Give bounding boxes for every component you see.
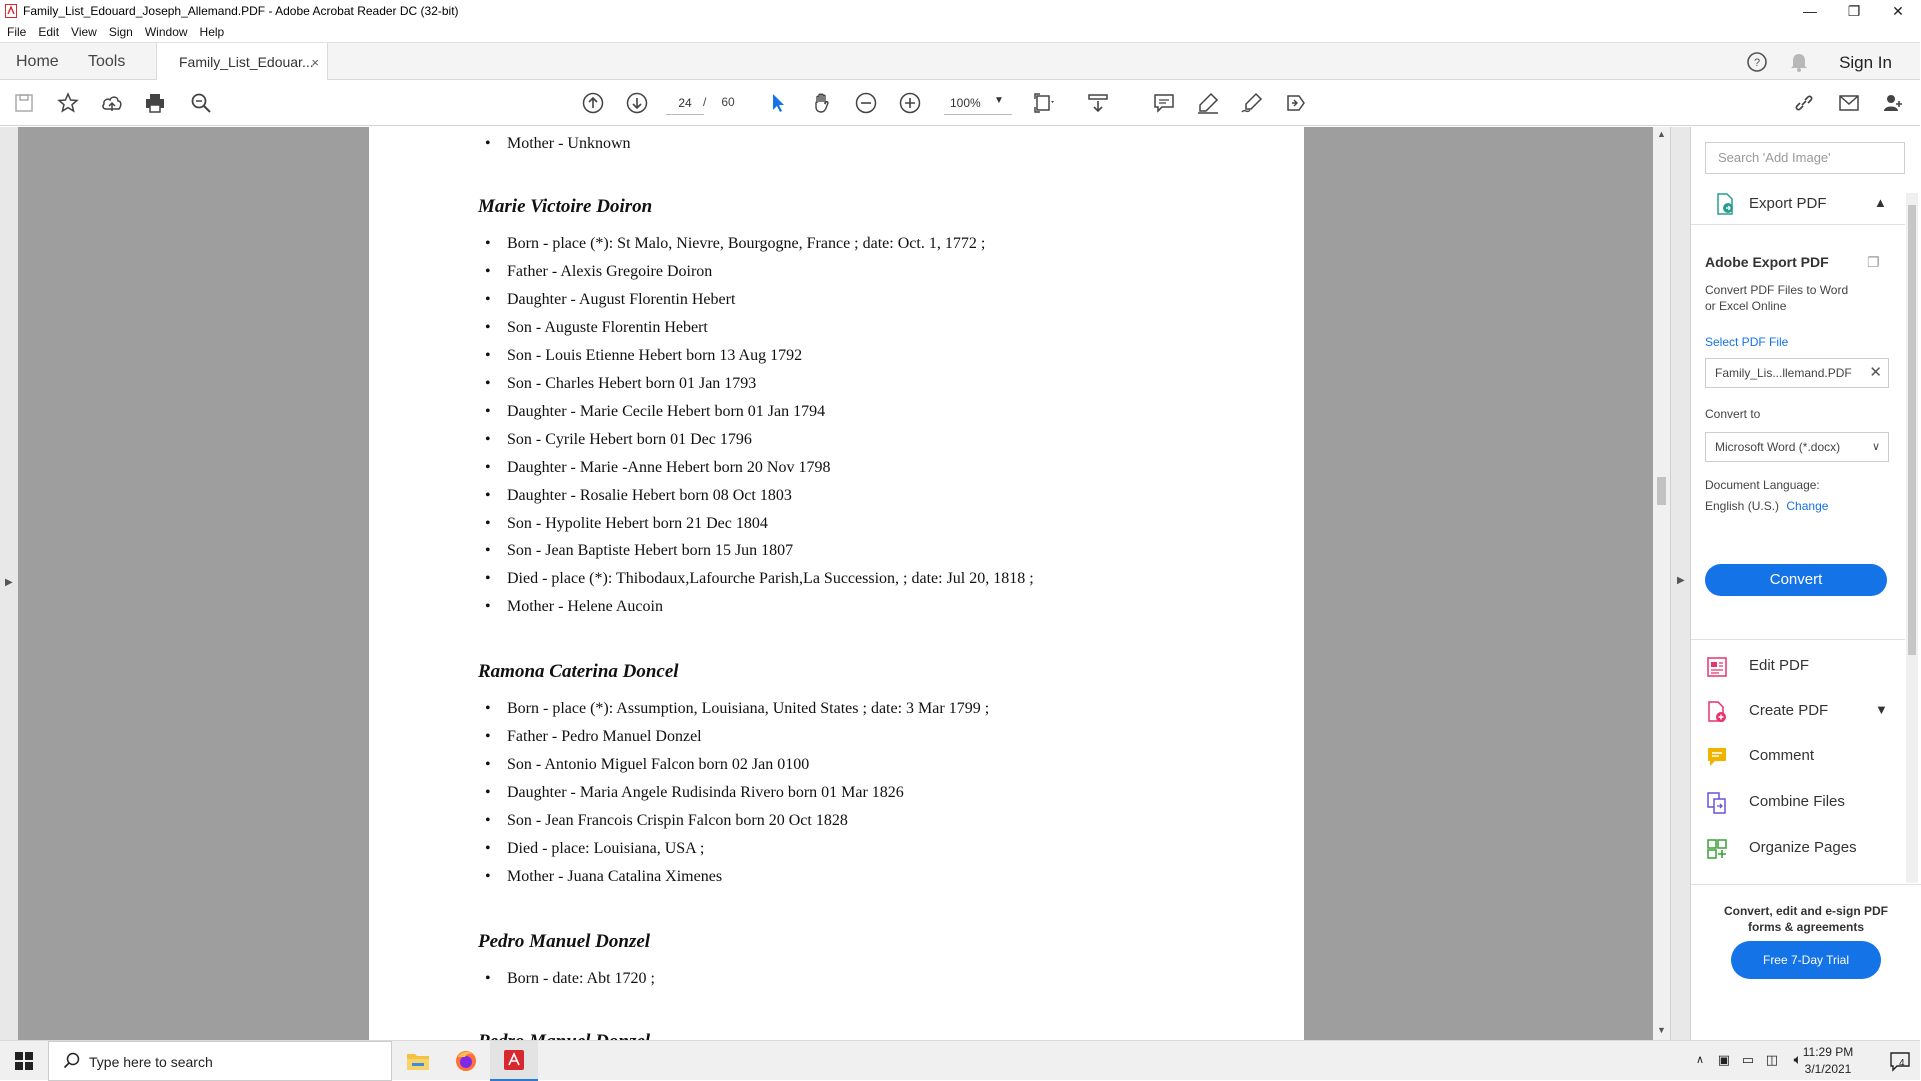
menu-window[interactable]: Window [144, 25, 188, 39]
action-center-icon[interactable] [1888, 1049, 1912, 1073]
tool-label: Organize Pages [1749, 839, 1857, 856]
file-explorer-taskbar-button[interactable] [394, 1041, 442, 1081]
add-person-icon[interactable] [1881, 91, 1905, 115]
comment-icon[interactable] [1152, 91, 1176, 115]
edit-pdf-icon [1705, 655, 1729, 679]
tab-close-icon[interactable]: × [311, 55, 319, 70]
hand-tool-icon[interactable] [810, 91, 834, 115]
list-item: • Father - Pedro Manuel Donzel [507, 728, 702, 746]
person-heading: Marie Victoire Doiron [478, 196, 653, 217]
more-tools-icon[interactable] [1284, 91, 1308, 115]
zoom-in-icon[interactable] [898, 91, 922, 115]
tools-search-input[interactable]: Search 'Add Image' [1705, 142, 1905, 174]
pdf-page [369, 127, 1304, 1040]
previous-page-icon[interactable] [581, 91, 605, 115]
adobe-export-pdf-title: Adobe Export PDF [1705, 254, 1829, 270]
clock-time: 11:29 PM [1802, 1045, 1854, 1059]
page-fit-icon[interactable] [1032, 91, 1056, 115]
page-separator: / [703, 95, 707, 109]
list-item: • Father - Alexis Gregoire Doiron [507, 263, 712, 281]
remove-file-close-icon[interactable]: ✕ [1869, 364, 1882, 381]
combine-files-icon [1705, 791, 1729, 815]
export-pdf-icon [1713, 192, 1737, 216]
taskbar-search-placeholder: Type here to search [89, 1054, 213, 1070]
comment-tool-icon [1705, 745, 1729, 769]
zoom-search-icon[interactable] [189, 91, 213, 115]
scroll-up-arrow-icon[interactable]: ▲ [1657, 129, 1666, 139]
firefox-taskbar-button[interactable] [442, 1041, 490, 1081]
page-total: 60 [721, 95, 735, 109]
change-language-link[interactable]: Change [1786, 499, 1829, 513]
right-panel-toggle[interactable] [1670, 127, 1690, 1040]
list-item: • Mother - Unknown [507, 135, 631, 153]
menu-sign[interactable]: Sign [108, 25, 133, 39]
tool-label: Create PDF [1749, 702, 1829, 719]
scrollbar-thumb[interactable] [1657, 477, 1666, 505]
tools-pane-scroll-thumb[interactable] [1908, 205, 1916, 655]
highlight-pen-icon[interactable] [1196, 91, 1220, 115]
free-trial-button[interactable]: Free 7-Day Trial [1731, 941, 1881, 979]
email-icon[interactable] [1837, 91, 1861, 115]
document-scrollbar[interactable] [1653, 127, 1670, 1040]
notification-count: 4 [1899, 1058, 1905, 1069]
document-language-label: Document Language: [1705, 478, 1820, 492]
list-item: • Born - place (*): Assumption, Louisiana, United States ; date: 3 Mar 1799 ; [507, 700, 989, 718]
acrobat-taskbar-button[interactable] [490, 1041, 538, 1081]
search-icon [63, 1052, 81, 1070]
promo-section [1691, 884, 1921, 1040]
select-pdf-file-label[interactable]: Select PDF File [1705, 335, 1789, 349]
convert-to-label: Convert to [1705, 407, 1761, 421]
save-icon[interactable] [12, 91, 36, 115]
tab-document-label: Family_List_Edouar... [179, 54, 314, 70]
document-language-row [1705, 499, 1828, 513]
left-panel-arrow-icon[interactable]: ▶ [5, 577, 13, 588]
tools-pane [1690, 127, 1920, 1040]
document-language-value: English (U.S.) [1705, 499, 1780, 513]
collapse-chevron-up-icon[interactable]: ▲ [1874, 195, 1887, 210]
convert-format-select[interactable] [1705, 432, 1889, 462]
zoom-level-select[interactable]: 100% [944, 91, 1012, 115]
maximize-button[interactable]: ❐ [1847, 2, 1861, 19]
minimize-button[interactable]: — [1803, 3, 1817, 19]
list-item: • Died - place (*): Thibodaux,Lafourche Parish,La Succession, ; date: Jul 20, 1818 ; [507, 570, 1034, 588]
taskbar-search-box[interactable] [48, 1041, 392, 1081]
upload-cloud-icon[interactable] [100, 91, 124, 115]
print-icon[interactable] [143, 91, 167, 115]
right-panel-arrow-icon[interactable]: ▶ [1677, 575, 1685, 586]
list-item: • Son - Jean Baptiste Hebert born 15 Jun 1807 [507, 542, 793, 560]
list-item: • Son - Antonio Miguel Falcon born 02 Jan 0100 [507, 756, 809, 774]
convert-button[interactable]: Convert [1705, 564, 1887, 596]
tool-create-pdf[interactable] [1705, 696, 1905, 728]
help-icon[interactable] [1746, 43, 1768, 81]
tool-label: Combine Files [1749, 793, 1845, 810]
person-heading: Ramona Caterina Doncel [478, 661, 679, 682]
select-pointer-icon[interactable] [766, 91, 790, 115]
windows-taskbar [0, 1040, 1920, 1080]
list-item: • Son - Louis Etienne Hebert born 13 Aug 1792 [507, 347, 802, 365]
list-item: • Daughter - Marie -Anne Hebert born 20 Nov 1798 [507, 459, 830, 477]
title-bar [0, 0, 1920, 22]
tools-pane-scrollbar[interactable] [1906, 193, 1918, 883]
tab-document[interactable] [156, 43, 328, 81]
export-description-1: Convert PDF Files to Word [1705, 283, 1849, 297]
folder-icon [406, 1051, 430, 1071]
next-page-icon[interactable] [625, 91, 649, 115]
battery-icon[interactable]: ▭ [1741, 1052, 1754, 1067]
menu-help[interactable]: Help [199, 25, 225, 39]
menu-edit[interactable]: Edit [38, 25, 60, 39]
export-pdf-header[interactable] [1691, 185, 1905, 225]
svg-text:?: ? [1753, 57, 1761, 69]
list-item: • Mother - Juana Catalina Ximenes [507, 868, 722, 886]
list-item: • Died - place: Louisiana, USA ; [507, 840, 704, 858]
export-description-2: or Excel Online [1705, 299, 1787, 313]
expand-chevron-down-icon[interactable]: ▼ [1875, 702, 1888, 717]
acrobat-icon [502, 1048, 526, 1072]
sign-in-link[interactable]: Sign In [1839, 53, 1892, 72]
share-link-icon[interactable] [1792, 91, 1816, 115]
export-pdf-label: Export PDF [1749, 195, 1827, 212]
convert-format-value: Microsoft Word (*.docx) [1715, 440, 1841, 454]
windows-logo-icon [15, 1052, 33, 1070]
tool-combine-files[interactable] [1705, 787, 1905, 819]
fill-sign-icon[interactable] [1240, 91, 1264, 115]
menu-file[interactable]: File [7, 25, 27, 39]
list-item: • Born - date: Abt 1720 ; [507, 970, 655, 988]
tool-comment[interactable] [1705, 741, 1905, 773]
network-icon[interactable]: ◫ [1765, 1052, 1778, 1067]
tab-home[interactable]: Home [16, 53, 59, 70]
close-window-button[interactable]: ✕ [1892, 2, 1904, 19]
list-item: • Daughter - August Florentin Hebert [507, 291, 735, 309]
menu-view[interactable]: View [71, 25, 97, 39]
tab-bar [0, 42, 1920, 80]
menu-bar [0, 22, 1920, 42]
zoom-out-icon[interactable] [854, 91, 878, 115]
copy-icon[interactable]: ❐ [1867, 254, 1880, 270]
zoom-chevron-down-icon[interactable]: ▼ [994, 95, 1004, 106]
tool-edit-pdf[interactable] [1705, 651, 1905, 683]
tool-label: Comment [1749, 747, 1815, 764]
bookmark-star-icon[interactable] [56, 91, 80, 115]
list-item: • Son - Auguste Florentin Hebert [507, 319, 708, 337]
list-item: • Daughter - Rosalie Hebert born 08 Oct 1803 [507, 487, 792, 505]
list-item: • Mother - Helene Aucoin [507, 598, 663, 616]
show-hidden-icons-chevron-up-icon[interactable]: ∧ [1695, 1054, 1704, 1066]
list-item: • Son - Hypolite Hebert born 21 Dec 1804 [507, 515, 768, 533]
promo-text: Convert, edit and e-sign PDF forms & agreements [1723, 904, 1888, 934]
windows-start-button[interactable] [0, 1041, 48, 1081]
clock[interactable] [1788, 1044, 1868, 1078]
page-number-input[interactable]: 24 [666, 91, 704, 115]
divider [1691, 639, 1905, 640]
organize-pages-icon [1705, 837, 1729, 861]
chevron-down-icon[interactable]: ∨ [1871, 441, 1880, 453]
tool-label: Edit PDF [1749, 657, 1810, 674]
list-item: • Son - Jean Francois Crispin Falcon born 20 Oct 1828 [507, 812, 848, 830]
scroll-mode-icon[interactable] [1086, 91, 1110, 115]
acrobat-app-icon [5, 4, 17, 18]
volume-icon[interactable]: 🔈︎ [1793, 1051, 1802, 1067]
tab-tools[interactable]: Tools [88, 53, 126, 70]
person-heading: Pedro Manuel Donzel [478, 931, 651, 952]
clock-date: 3/1/2021 [1804, 1062, 1852, 1076]
notifications-bell-icon[interactable] [1789, 43, 1809, 81]
left-panel-toggle[interactable] [0, 127, 18, 1040]
main-toolbar [0, 80, 1920, 126]
tool-organize-pages[interactable] [1705, 833, 1905, 865]
list-item: • Daughter - Maria Angele Rudisinda Rivero born 01 Mar 1826 [507, 784, 904, 802]
list-item: • Son - Charles Hebert born 01 Jan 1793 [507, 375, 756, 393]
selected-file-name: Family_Lis...llemand.PDF [1715, 366, 1852, 380]
create-pdf-icon [1705, 700, 1729, 724]
window-title: Family_List_Edouard_Joseph_Allemand.PDF - Adobe Acrobat Reader DC (32-bit) [23, 4, 459, 18]
scroll-down-arrow-icon[interactable]: ▼ [1657, 1025, 1666, 1035]
list-item: • Born - place (*): St Malo, Nievre, Bourgogne, France ; date: Oct. 1, 1772 ; [507, 235, 985, 253]
list-item: • Daughter - Marie Cecile Hebert born 01 Jan 1794 [507, 403, 825, 421]
selected-file-field[interactable] [1705, 358, 1889, 388]
list-item: • Son - Cyrile Hebert born 01 Dec 1796 [507, 431, 752, 449]
meet-now-icon[interactable]: ▣ [1717, 1052, 1730, 1067]
firefox-icon [454, 1049, 478, 1073]
